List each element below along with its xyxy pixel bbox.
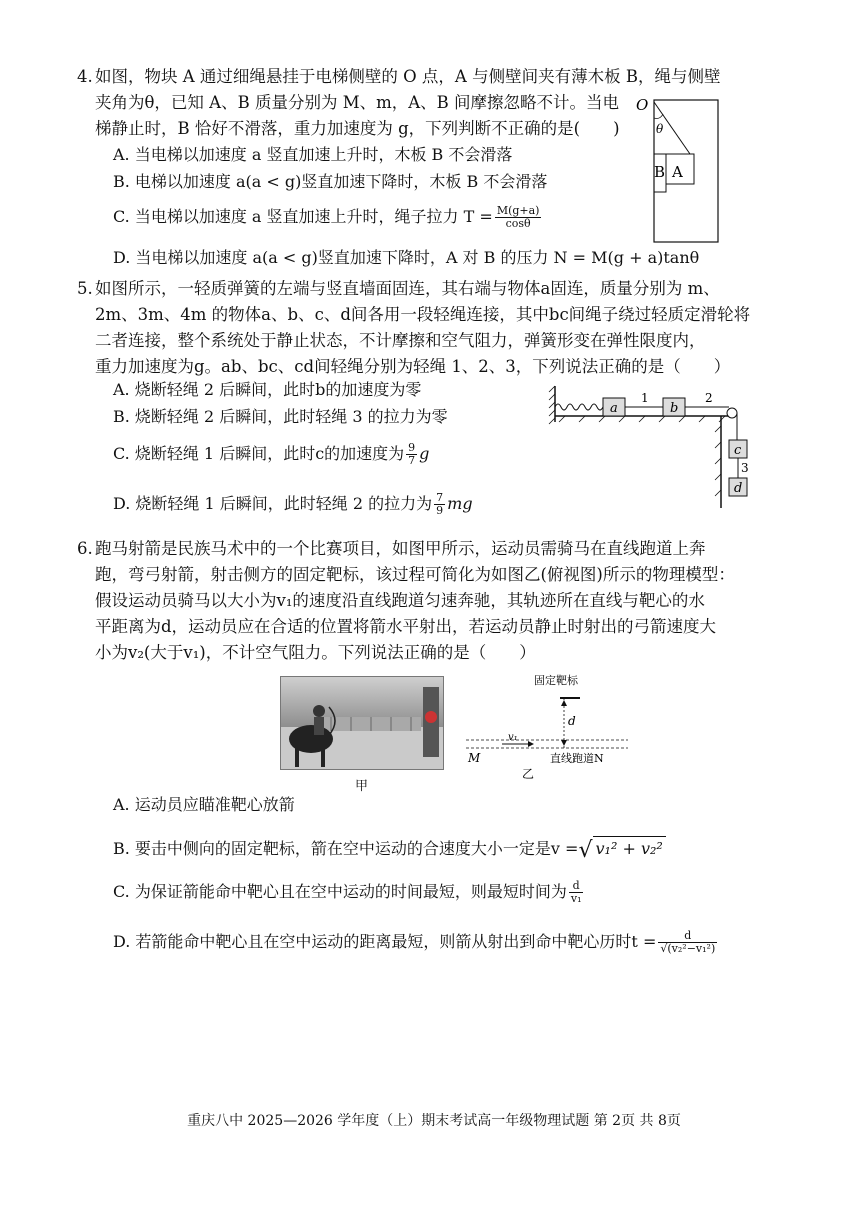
denominator: √(v₂²−v₁²) (660, 942, 716, 955)
question-stem: 如图所示，一轻质弹簧的左端与竖直墙面固连，其右端与物体a固连，质量分别为 m、 (95, 279, 720, 298)
rope-2-label: 2 (705, 391, 713, 405)
label-theta: θ (656, 122, 664, 136)
figure-caption-yi: 乙 (522, 767, 535, 781)
question-stem: 夹角为θ，已知 A、B 质量分别为 M、m，A、B 间摩擦忽略不计。当电 (95, 93, 620, 112)
question-number: 6. (77, 539, 93, 558)
option-text: C. 为保证箭能命中靶心且在空中运动的时间最短，则最短时间为 (113, 882, 567, 901)
label-target: 固定靶标 (534, 674, 578, 687)
numerator: M(g+a) (496, 204, 540, 217)
option-c (113, 880, 585, 905)
question-number: 5. (77, 279, 93, 298)
elevator-figure (632, 96, 722, 246)
label-distance-d: d (568, 714, 576, 728)
option-text: D. 烧断轻绳 1 后瞬间，此时轻绳 2 的拉力为 (113, 494, 433, 513)
fraction (495, 205, 542, 230)
option-a: A. 烧断轻绳 2 后瞬间，此时b的加速度为零 (113, 380, 422, 399)
question-stem: 梯静止时，B 恰好不滑落，重力加速度为 g，下列判断不正确的是( ) (95, 119, 620, 138)
fraction (406, 442, 417, 467)
numerator: 7 (436, 491, 444, 504)
option-a: A. 运动员应瞄准靶心放箭 (113, 795, 295, 814)
question-5 (77, 276, 765, 380)
label-b: b (670, 401, 679, 416)
horse-rider-image (281, 677, 443, 769)
label-o: O (636, 96, 649, 114)
question-stem: 重力加速度为g。ab、bc、cd间轻绳分别为轻绳 1、2、3，下列说法正确的是（ ） (95, 357, 731, 376)
fraction (434, 492, 445, 517)
denominator: 7 (408, 454, 416, 467)
option-b: B. 电梯以加速度 a(a < g)竖直加速下降时，木板 B 不会滑落 (113, 172, 548, 191)
option-text: g (419, 444, 430, 463)
question-stem: 跑马射箭是民族马术中的一个比赛项目，如图甲所示，运动员需骑马在直线跑道上奔 (95, 539, 706, 558)
figure-caption-jia: 甲 (355, 779, 369, 794)
question-6 (77, 536, 765, 666)
question-stem: 2m、3m、4m 的物体a、b、c、d间各用一段轻绳连接，其中bc间绳子绕过轻质定滑轮将 (95, 305, 751, 324)
option-text: C. 当电梯以加速度 a 竖直加速上升时，绳子拉力 T = (113, 207, 493, 226)
spring-pulley-figure (545, 382, 755, 512)
question-stem: 跑，弯弓射箭，射击侧方的固定靶标，该过程可简化为如图乙(俯视图)所示的物理模型： (95, 565, 735, 584)
denominator: cosθ (505, 217, 531, 230)
label-c: c (734, 443, 742, 458)
option-b (113, 836, 666, 863)
rope-1-label: 1 (641, 391, 649, 405)
fraction (658, 930, 717, 955)
label-m: M (468, 751, 481, 765)
label-a: A (672, 163, 683, 181)
question-stem: 二者连接，整个系统处于静止状态，不计摩擦和空气阻力，弹簧形变在弹性限度内， (95, 331, 706, 350)
fraction (569, 880, 584, 905)
numerator: 9 (408, 441, 416, 454)
option-d (113, 492, 473, 517)
question-number: 4. (77, 67, 93, 86)
radical-sign: √ (578, 838, 593, 863)
top-view-diagram (462, 672, 632, 782)
horse-archery-photo (280, 676, 444, 770)
option-d (113, 930, 719, 955)
rope-3-label: 3 (741, 461, 749, 475)
question-stem: 假设运动员骑马以大小为v₁的速度沿直线跑道匀速奔驰，其轨迹所在直线与靶心的水 (95, 591, 705, 610)
numerator: d (569, 880, 584, 893)
label-track: 直线跑道N (550, 752, 604, 765)
option-text: D. 若箭能命中靶心且在空中运动的距离最短，则箭从射出到命中靶心历时t = (113, 932, 657, 951)
option-c (113, 442, 429, 467)
option-text: mg (447, 494, 473, 513)
option-text: C. 烧断轻绳 1 后瞬间，此时c的加速度为 (113, 444, 405, 463)
numerator: d (658, 930, 717, 943)
label-v1: v₁ (508, 732, 518, 743)
label-a: a (610, 401, 618, 416)
denominator: 9 (436, 504, 444, 517)
option-d: D. 当电梯以加速度 a(a < g)竖直加速下降时，A 对 B 的压力 N = M(g + a)tanθ (113, 248, 700, 267)
option-text: B. 要击中侧向的固定靶标，箭在空中运动的合速度大小一定是v = (113, 839, 579, 858)
denominator: v₁ (570, 892, 582, 905)
label-b: B (654, 163, 666, 181)
label-d: d (734, 481, 743, 496)
question-stem: 如图，物块 A 通过细绳悬挂于电梯侧壁的 O 点，A 与侧壁间夹有薄木板 B，绳与侧壁 (95, 67, 721, 86)
page-footer: 重庆八中 2025—2026 学年度（上）期末考试高一年级物理试题 第 2页 共 8页 (187, 1113, 681, 1129)
option-c (113, 205, 543, 230)
question-stem: 平距离为d，运动员应在合适的位置将箭水平射出，若运动员静止时射出的弓箭速度大 (95, 617, 717, 636)
radicand: v₁² + v₂² (593, 836, 666, 861)
option-b: B. 烧断轻绳 2 后瞬间，此时轻绳 3 的拉力为零 (113, 407, 448, 426)
question-stem: 小为v₂(大于v₁)，不计空气阻力。下列说法正确的是（ ） (95, 643, 536, 662)
option-a: A. 当电梯以加速度 a 竖直加速上升时，木板 B 不会滑落 (113, 145, 513, 164)
